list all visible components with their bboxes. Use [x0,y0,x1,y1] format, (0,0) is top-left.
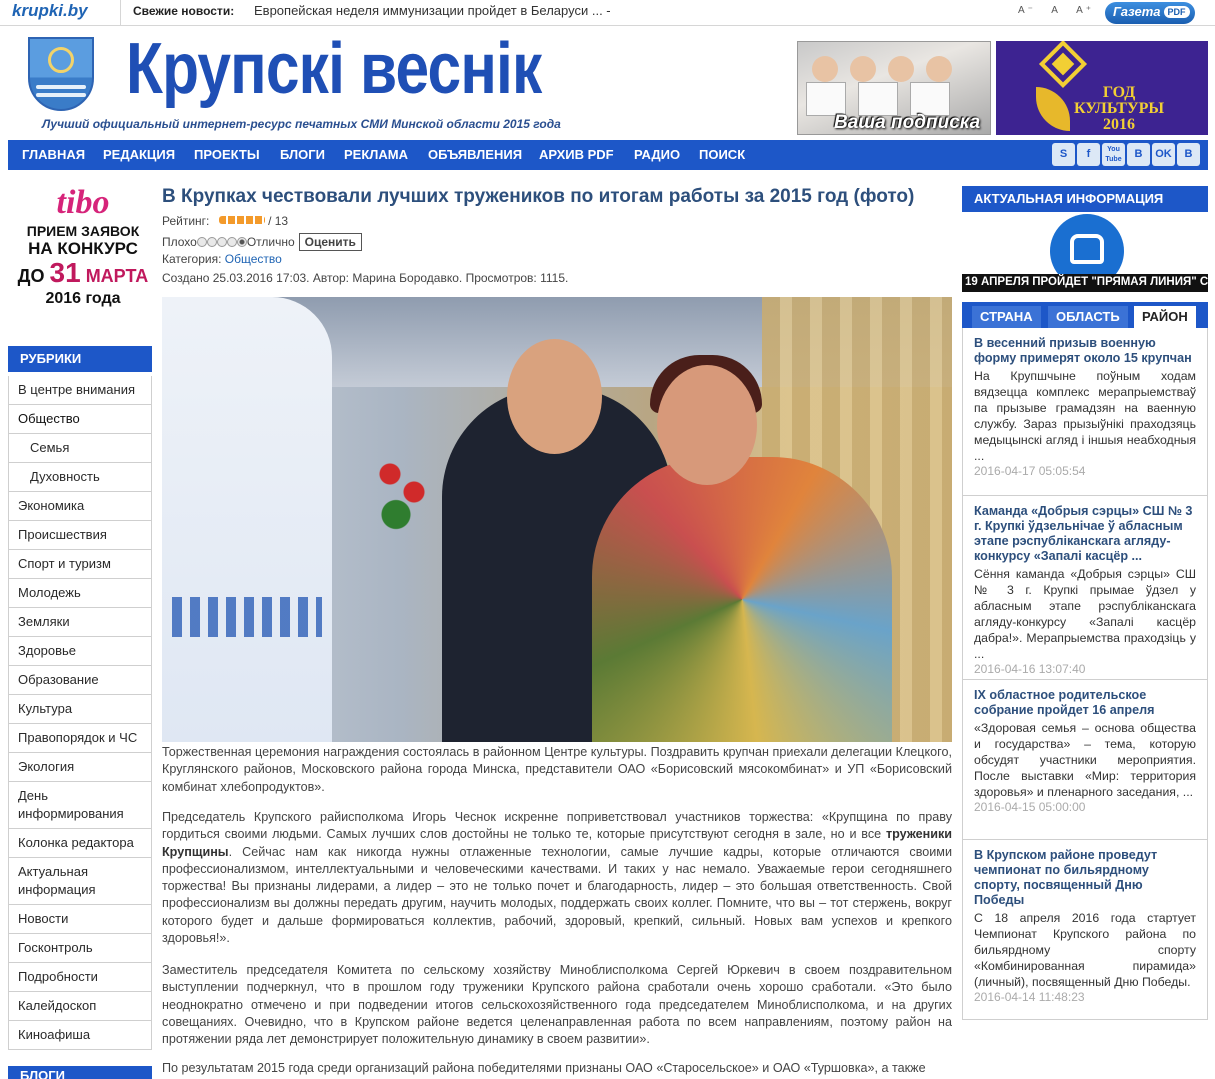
phone-shape [1070,234,1104,264]
facebook-icon[interactable]: f [1077,143,1100,166]
divider [120,0,121,26]
rubric-item[interactable]: Земляки [8,608,152,637]
year-of-culture-banner[interactable] [996,41,1208,135]
rubric-item[interactable]: Общество [8,405,152,434]
news-list [962,328,1208,1020]
news-item [963,840,1207,1020]
wheel-emblem [48,47,74,73]
leaf-icon [1036,87,1070,131]
fresh-news-label: Свежие новости: [133,4,235,18]
nav-editorial[interactable]: РЕДАКЦИЯ [103,147,176,162]
rate-bad-label: Плохо [162,235,197,249]
rubric-item[interactable]: Молодежь [8,579,152,608]
nav-announcements[interactable]: ОБЪЯВЛЕНИЯ [428,147,523,162]
blogs-heading: БЛОГИ [8,1066,152,1079]
youtube-icon[interactable]: You Tube [1102,143,1125,166]
article-title: В Крупках чествовали лучших тружеников по итогам работы за 2015 год (фото) [162,186,915,207]
rubrics-heading: РУБРИКИ [8,346,152,372]
rubric-item[interactable]: Киноафиша [8,1021,152,1050]
rating-radio-5[interactable] [237,237,247,247]
nav-advertising[interactable]: РЕКЛАМА [344,147,409,162]
direct-line-banner[interactable]: 19 АПРЕЛЯ ПРОЙДЕТ "ПРЯМАЯ ЛИНИЯ" С [962,274,1208,292]
rating-radio-4[interactable] [227,237,237,247]
photo-figure [507,339,602,454]
actual-info-heading: АКТУАЛЬНАЯ ИНФОРМАЦИЯ [962,186,1208,212]
main-nav [8,140,1208,170]
font-normal-button[interactable]: A [1051,5,1061,16]
tab-region[interactable]: ОБЛАСТЬ [1048,306,1128,328]
news-date: 2016-04-15 05:00:00 [974,800,1086,814]
category-link[interactable]: Общество [224,252,282,266]
banner-newspaper [910,82,950,116]
tibo-line: НА КОНКУРС [28,239,138,258]
article-photo[interactable] [162,297,952,742]
news-date: 2016-04-17 05:05:54 [974,464,1086,478]
rating-count: / 13 [268,214,289,228]
rubric-item[interactable]: Спорт и туризм [8,550,152,579]
top-bar [0,0,1215,26]
news-title[interactable]: Каманда «Добрыя сэрцы» СШ № 3 г. Крупкі ўдзельнічае ў абласным этапе рэспубліканскага агляду-конкурсу «Запалі касцёр ... [974,504,1193,563]
site-masthead[interactable]: Крупскі веснік [126,29,542,109]
rubric-item[interactable]: Семья [8,434,152,463]
article-paragraph: По результатам 2015 года среди организаций района победителями признаны ОАО «Старосельское» и ОАО «Туршовка», а также [162,1061,926,1075]
rubric-item[interactable]: Правопорядок и ЧС [8,724,152,753]
rubric-item[interactable]: Духовность [8,463,152,492]
news-item [963,680,1207,840]
rubric-item[interactable]: Образование [8,666,152,695]
rubric-item[interactable]: Актуальная информация [8,858,152,905]
rating-stars-icon [219,216,265,224]
tab-country[interactable]: СТРАНА [972,306,1041,328]
vkontakte-icon[interactable]: B [1177,143,1200,166]
rubric-item[interactable]: Колонка редактора [8,829,152,858]
news-ticker-link[interactable]: Европейская неделя иммунизации пройдет в Беларуси ... - [254,3,611,18]
rubric-item[interactable]: В центре внимания [8,376,152,405]
article-paragraph [162,809,952,947]
article-meta: Создано 25.03.2016 17:03. Автор: Марина Бородавко. Просмотров: 1115. [162,271,569,285]
pdf-badge: PDF [1164,6,1190,18]
nav-pdf-archive[interactable]: АРХИВ PDF [539,147,614,162]
news-text: Сёння каманда «Добрыя сэрцы» СШ № 3 г. Крупкі прымае ўдзел у абласным этапе рэспубліканскага агляду-конкурсу «Запалі касцёр дабра!». Мерапрыемства праходзіць у ... [974,567,1196,661]
category-label: Категория: [162,252,222,266]
rubric-item[interactable]: Культура [8,695,152,724]
rating-label: Рейтинг: [162,214,210,228]
culture-line: КУЛЬТУРЫ [1074,100,1165,117]
subscription-caption: Ваша подписка [834,112,981,133]
region-tabs [962,302,1208,328]
font-size-controls [1018,5,1104,16]
tibo-do: ДО [17,266,45,286]
news-title[interactable]: IX областное родительское собрание пройдет 16 апреля [974,688,1155,717]
subscription-banner[interactable] [797,41,991,135]
news-text: «Здоровая семья – основа общества и государства» – тема, которую обсудят участники мероприятия. После выставки «Мир: территория здоровья» и пленарного заседания, ... [974,721,1196,799]
rating-row [162,214,288,228]
photo-flowers [372,447,432,537]
news-date: 2016-04-16 13:07:40 [974,662,1086,676]
tibo-contest-banner[interactable] [8,183,158,323]
news-item [963,328,1207,496]
news-title[interactable]: В Крупском районе проведут чемпионат по бильярдному спорту, посвященный Дню Победы [974,848,1158,907]
tibo-line: ПРИЕМ ЗАЯВОК [26,223,140,239]
category-row [162,252,282,266]
photo-pattern [172,597,322,637]
article-paragraph: Заместитель председателя Комитета по сельскому хозяйству Миноблисполкома Сергей Юркевич в своем поздравительном выступлении подчеркнул, что в прошлом году труженики Крупского района сработали очень хорошо сработали. «Это было неоднократно отмечено и при подведении итогов сельскохозяйственного года председателем Миноблисполкома, и на других совещаниях. Очевидно, что в Крупском районе ведется целенаправленная работа по всем направлениям, поэтому район на протяжении ряда лет демонстрирует положительную динамику в своем развитии». [162,963,952,1047]
rubric-item[interactable]: Калейдоскоп [8,992,152,1021]
site-tagline: Лучший официальный интернет-ресурс печатных СМИ Минской области 2015 года [42,117,561,131]
paragraph-text: Председатель Крупского райисполкома Игорь Чеснок искренне поприветствовал участников торжества: «Крупщина по праву гордиться своими людьми. Самых лучших слов достойны не только те, которые присутствуют сегодня в зале, но и все [162,810,952,842]
banner-newspaper [858,82,898,116]
rating-radio-2[interactable] [207,237,217,247]
news-title[interactable]: В весенний призыв военную форму примерят около 15 крупчан [974,336,1192,365]
banner-figure [812,56,838,82]
paragraph-bold: труженики Крупщины [162,827,952,859]
news-text: С 18 апреля 2016 года стартует Чемпионат Крупского района по бильярдному спорту «Комбинированная пирамида» (личный), посвященный Дню Победы. [974,911,1196,989]
odnoklassniki-icon[interactable]: OK [1152,143,1175,166]
photo-figure [657,365,757,485]
tab-district[interactable]: РАЙОН [1134,306,1196,328]
nav-projects[interactable]: ПРОЕКТЫ [194,147,260,162]
rubric-item[interactable]: Экономика [8,492,152,521]
rubric-item[interactable]: Экология [8,753,152,782]
banner-figure [888,56,914,82]
tibo-deadline [8,259,158,290]
rubric-item[interactable]: Подробности [8,963,152,992]
font-larger-button[interactable]: A⁺ [1076,5,1095,16]
tibo-line: 2016 года [45,290,121,307]
news-date: 2016-04-14 11:48:23 [974,990,1085,1004]
banner-newspaper [806,82,846,116]
photo-figure [592,457,892,742]
twitter-icon[interactable]: B [1127,143,1150,166]
nav-radio[interactable]: РАДИО [634,147,681,162]
rubric-item[interactable]: Здоровье [8,637,152,666]
culture-line: ГОД [1102,84,1136,101]
rubric-item[interactable]: Новости [8,905,152,934]
tibo-logo: tibo [56,184,110,221]
gazeta-pdf-button[interactable] [1105,2,1195,24]
article-paragraph: Торжественная церемония награждения состоялась в районном Центре культуры. Поздравить крупчан приехали делегации Клецкого, Круглянского районов, Московского района города Минска, представители ОАО «Борисовский мясокомбинат» и УП «Борисовский комбинат хлебопродуктов». [162,745,952,794]
coat-of-arms-icon[interactable] [28,37,94,111]
rate-button[interactable]: Оценить [299,233,362,251]
rubric-item[interactable]: День информирования [8,782,152,829]
year-of-culture-text [1074,85,1164,133]
news-text: На Крупшчыне поўным ходам вядзецца комплекс мерапрыемстваў па прызыве грамадзян на ваенную службу. Зараз прызыўнікі праходзяць медыцынскі агляд і іншыя неабходныя ... [974,369,1196,463]
rubric-item[interactable]: Происшествия [8,521,152,550]
rate-row [162,233,362,251]
font-smaller-button[interactable]: A⁻ [1018,5,1036,16]
rubric-item[interactable]: Госконтроль [8,934,152,963]
banner-figure [926,56,952,82]
wave-emblem [36,85,86,89]
tibo-day: 31 [49,257,81,288]
rating-radio-1[interactable] [197,237,207,247]
skype-icon[interactable]: S [1052,143,1075,166]
wave-emblem [36,93,86,97]
site-logo[interactable]: krupki.by [12,1,88,20]
nav-search[interactable]: ПОИСК [699,147,746,162]
culture-line: 2016 [1103,116,1136,133]
rating-radio-3[interactable] [217,237,227,247]
nav-home[interactable]: ГЛАВНАЯ [22,147,86,162]
news-item [963,496,1207,680]
banner-figure [850,56,876,82]
gazeta-label: Газета [1113,4,1161,19]
rubrics-list [8,376,152,1050]
paragraph-text: . Сейчас нам как никогда нужны отлаженные технологии, самые лучшие кадры, которые отличаются своими профессионализмом, интеллектуальными и человеческими качествами. И таких у нас немало. Уважаемые герои сегодняшнего торжества! Вы признаны лидерами, а лидер – это не только почет и благодарность, лидер – это большая ответственность. Свой профессионализм вы должны передать другим, научить молодых, поддержать своих коллег. Помните, что вы – тот стержень, вокруг которого будет и дальше формироваться коллектив, рабочий, здоровый, крепкий, сильный. Новых вам успехов и крепкого здоровья!». [162,844,952,946]
tibo-month: МАРТА [85,266,149,286]
rate-good-label: Отлично [246,235,295,249]
photo-figure [162,297,332,742]
nav-blogs[interactable]: БЛОГИ [280,147,325,162]
